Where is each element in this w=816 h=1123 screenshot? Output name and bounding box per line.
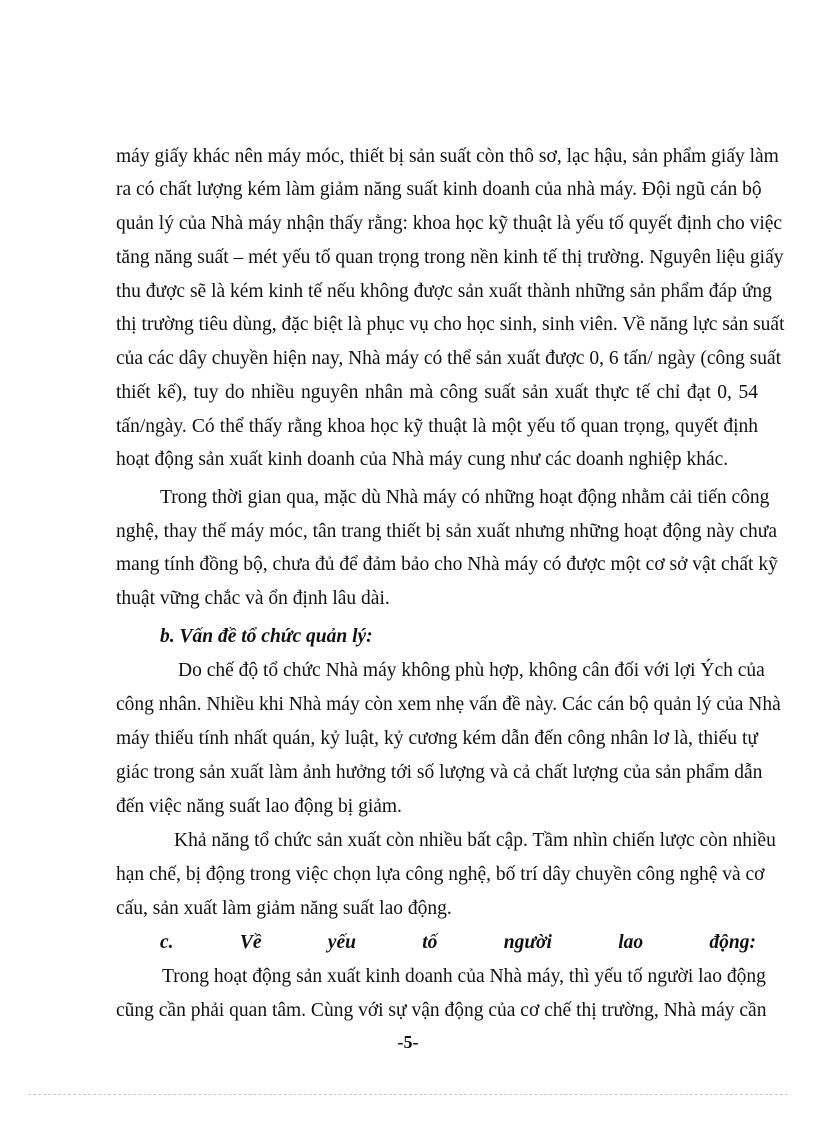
- heading-word: lao: [618, 932, 644, 953]
- text-line: thị trường tiêu dùng, đặc biệt là phục vụ cho học sinh, sinh viên. Về năng lực sản suất: [116, 314, 785, 335]
- heading-word: tố: [422, 932, 438, 953]
- section-heading-c: [116, 931, 758, 955]
- text-line: Trong hoạt động sản xuất kinh doanh của Nhà máy, thì yếu tố người lao động: [162, 966, 766, 987]
- heading-word: c.: [160, 932, 174, 953]
- text-line: máy thiếu tính nhất quán, kỷ luật, kỷ cương kém dẫn đến công nhân lơ là, thiếu tự: [116, 728, 758, 749]
- text-line: hoạt động sản xuất kinh doanh của Nhà máy cung như các doanh nghiệp khác.: [116, 449, 729, 470]
- text-line: thuật vững chắc và ổn định lâu dài.: [116, 588, 390, 609]
- text-line: Khả năng tổ chức sản xuất còn nhiều bất cập. Tầm nhìn chiến lược còn nhiều: [174, 830, 776, 851]
- text-line: đến việc năng suất lao động bị giảm.: [116, 796, 402, 817]
- section-heading-b: b. Vấn đề tổ chức quản lý:: [160, 626, 373, 647]
- text-line: nghệ, thay thế máy móc, tân trang thiết bị sản xuất nhưng những hoạt động này chưa: [116, 521, 777, 542]
- page-number: -5-: [397, 1032, 419, 1052]
- text-line: ra có chất lượng kém làm giảm năng suất kinh doanh của nhà máy. Đội ngũ cán bộ: [116, 179, 762, 200]
- page-bottom-divider: [28, 1094, 788, 1095]
- text-line: máy giấy khác nên máy móc, thiết bị sản suất còn thô sơ, lạc hậu, sản phẩm giấy làm: [116, 146, 779, 167]
- text-line: cũng cần phải quan tâm. Cùng với sự vận động của cơ chế thị trường, Nhà máy cần: [116, 1000, 767, 1021]
- heading-word: người: [503, 932, 552, 953]
- text-line: tấn/ngày. Có thể thấy rằng khoa học kỹ thuật là một yếu tố quan trọng, quyết định: [116, 416, 758, 437]
- text-line: quản lý của Nhà máy nhận thấy rằng: khoa học kỹ thuật là yếu tố quyết định cho việc: [116, 213, 783, 234]
- text-line: Do chế độ tổ chức Nhà máy không phù hợp, không cân đối với lợi Ých của: [178, 660, 765, 681]
- text-line: thu được sẽ là kém kinh tế nếu không được sản xuất thành những sản phẩm đáp ứng: [116, 281, 772, 302]
- text-line: giác trong sản xuất làm ảnh hưởng tới số lượng và cả chất lượng của sản phẩm dẫn: [116, 762, 763, 783]
- text-line: Trong thời gian qua, mặc dù Nhà máy có những hoạt động nhằm cải tiến công: [160, 487, 770, 508]
- heading-word: Về: [239, 932, 262, 953]
- text-line: thiết kế), tuy do nhiều nguyên nhân mà công suất sản xuất thực tế chỉ đạt 0, 54: [116, 382, 758, 403]
- text-line: tăng năng suất – mét yếu tố quan trọng trong nền kinh tế thị trường. Nguyên liệu giấy: [116, 247, 784, 268]
- text-line: hạn chế, bị động trong việc chọn lựa công nghệ, bố trí dây chuyền công nghệ và cơ: [116, 864, 765, 885]
- heading-word: yếu: [327, 932, 356, 953]
- text-line: cấu, sản xuất làm giảm năng suất lao động.: [116, 898, 452, 919]
- text-line: công nhân. Nhiều khi Nhà máy còn xem nhẹ vấn đề này. Các cán bộ quản lý của Nhà: [116, 694, 781, 715]
- text-line: mang tính đồng bộ, chưa đủ để đảm bảo cho Nhà máy có được một cơ sở vật chất kỹ: [116, 554, 778, 575]
- text-line: của các dây chuyền hiện nay, Nhà máy có thể sản xuất được 0, 6 tấn/ ngày (công suất: [116, 348, 782, 369]
- heading-word: động:: [709, 932, 756, 953]
